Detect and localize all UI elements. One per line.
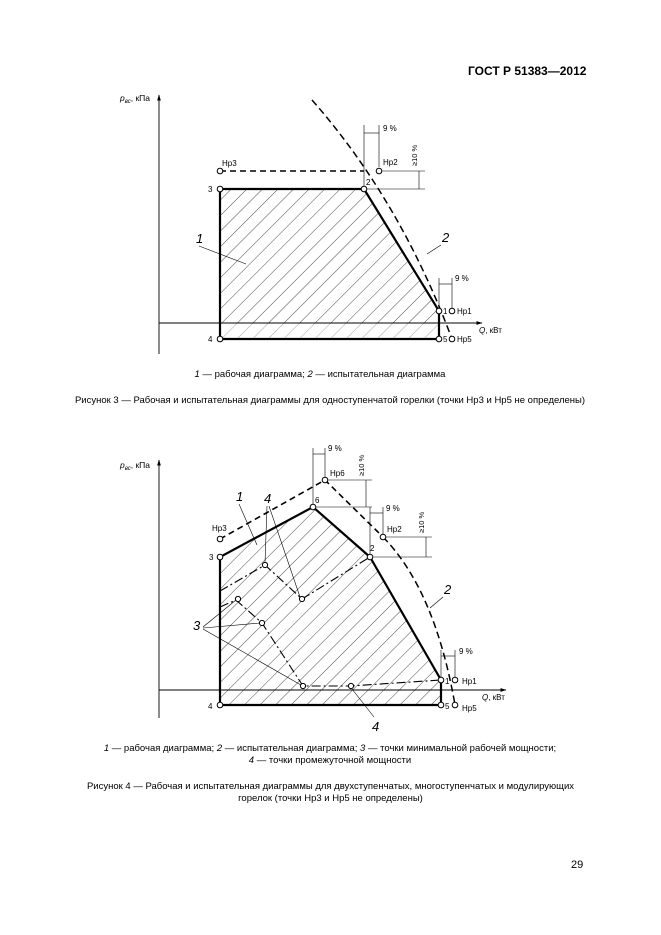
fig4-label-2: 2 bbox=[370, 544, 375, 553]
fig3-label-4: 4 bbox=[208, 335, 213, 344]
fig3-point-hp1 bbox=[449, 308, 455, 314]
fig4-label-hp5: Hp5 bbox=[462, 704, 477, 713]
fig4-legend: 1 — рабочая диаграмма; 2 — испытательная диаграмма; 3 — точки минимальной рабочей мощности; 4 — точки промежуточной мощности bbox=[103, 743, 557, 766]
fig3-point-hp5 bbox=[449, 336, 455, 342]
fig3-label-3: 3 bbox=[208, 185, 213, 194]
fig3-legend: 1 — рабочая диаграмма; 2 — испытательная диаграмма bbox=[194, 369, 446, 380]
fig3-label-2: 2 bbox=[366, 178, 371, 187]
fig3-bottom-band bbox=[220, 323, 439, 339]
fig4-label-5: 5 bbox=[445, 702, 450, 711]
fig3-point-hp3 bbox=[217, 168, 223, 174]
fig4-label-hp2: Hp2 bbox=[387, 525, 402, 534]
fig4-label-4: 4 bbox=[208, 702, 213, 711]
fig3-y-axis-label: $p_{вс}$, кПа bbox=[120, 93, 151, 105]
fig4-x-axis-label: Q, кВт bbox=[482, 693, 505, 702]
fig4-min-point-c bbox=[300, 683, 305, 688]
fig4-curve-label-3: 3 bbox=[193, 618, 201, 633]
fig3-dim-9pct-right: 9 % bbox=[455, 274, 469, 283]
fig3-dim-9pct-top: 9 % bbox=[383, 124, 397, 133]
fig4-curve-label-2: 2 bbox=[444, 582, 452, 597]
fig3-point-2 bbox=[361, 186, 367, 192]
fig4-label-6: 6 bbox=[315, 496, 320, 505]
fig3-point-3 bbox=[217, 186, 223, 192]
fig3-point-5 bbox=[436, 336, 442, 342]
fig4-dim-9pct-top: 9 % bbox=[328, 444, 342, 453]
fig4-label-3: 3 bbox=[209, 553, 214, 562]
fig4-dim-9pct-mid: 9 % bbox=[386, 504, 400, 513]
fig4-dim-9pct-right: 9 % bbox=[459, 647, 473, 656]
fig4-min-point-b bbox=[259, 620, 264, 625]
fig3-label-hp1: Hp1 bbox=[457, 307, 472, 316]
fig4-min-point-a bbox=[235, 596, 240, 601]
fig4-mid-point-c bbox=[348, 683, 353, 688]
fig4-point-4 bbox=[217, 702, 223, 708]
fig4-point-5 bbox=[438, 702, 444, 708]
document-header: ГОСТ Р 51383—2012 bbox=[468, 64, 587, 78]
fig4-point-hp5 bbox=[452, 702, 458, 708]
page-number: 29 bbox=[571, 859, 584, 871]
fig3-label-1: 1 bbox=[443, 307, 448, 316]
fig3-working-diagram-area bbox=[220, 189, 439, 339]
fig4-point-hp6 bbox=[322, 477, 328, 483]
fig3-x-axis-label: Q, кВт bbox=[479, 326, 502, 335]
fig4-caption: Рисунок 4 — Рабочая и испытательная диаграммы для двухступенчатых, многоступенчатых и модулирующих горелок (точки Hp3 и Hp5 не определены) bbox=[86, 781, 575, 804]
fig4-mid-point-b bbox=[299, 596, 304, 601]
fig4-label-hp6: Hp6 bbox=[330, 469, 345, 478]
fig3-dim-10pct: ≥10 % bbox=[410, 144, 419, 166]
fig4-y-axis-label: $p_{вс}$, кПа bbox=[120, 460, 151, 472]
fig4-point-1 bbox=[438, 677, 444, 683]
fig4-label-hp1: Hp1 bbox=[462, 677, 477, 686]
fig3-caption: Рисунок 3 — Рабочая и испытательная диаграммы для одноступенчатой горелки (точки Hp3 и Hp5 не определены) bbox=[74, 395, 586, 406]
fig4-dim-10pct-mid: ≥10 % bbox=[417, 511, 426, 533]
fig4-curve-label-4-top: 4 bbox=[264, 491, 272, 506]
fig3-point-hp2 bbox=[376, 168, 382, 174]
fig4-curve-label-4-bottom: 4 bbox=[372, 719, 380, 734]
fig4-label-hp3: Hp3 bbox=[212, 524, 227, 533]
fig3-label-hp5: Hp5 bbox=[457, 335, 472, 344]
fig3-label-hp2: Hp2 bbox=[383, 158, 398, 167]
fig4-point-hp1 bbox=[452, 677, 458, 683]
figure-3 bbox=[119, 93, 502, 354]
fig3-label-5: 5 bbox=[443, 335, 448, 344]
fig4-point-2 bbox=[367, 554, 373, 560]
fig4-point-hp3 bbox=[217, 536, 223, 542]
fig4-point-hp2 bbox=[380, 534, 386, 540]
fig3-point-4 bbox=[217, 336, 223, 342]
fig3-point-1 bbox=[436, 308, 442, 314]
fig4-label-1: 1 bbox=[445, 677, 450, 686]
fig3-curve-label-1: 1 bbox=[196, 231, 204, 246]
fig4-curve-label-1: 1 bbox=[236, 489, 244, 504]
fig4-mid-point-a bbox=[262, 562, 267, 567]
fig4-point-6 bbox=[310, 504, 316, 510]
fig4-dim-10pct-top: ≥10 % bbox=[357, 454, 366, 476]
figure-4 bbox=[119, 444, 506, 734]
fig4-point-3 bbox=[217, 554, 223, 560]
fig3-curve-label-2: 2 bbox=[442, 230, 450, 245]
fig3-label-hp3: Hp3 bbox=[222, 159, 237, 168]
